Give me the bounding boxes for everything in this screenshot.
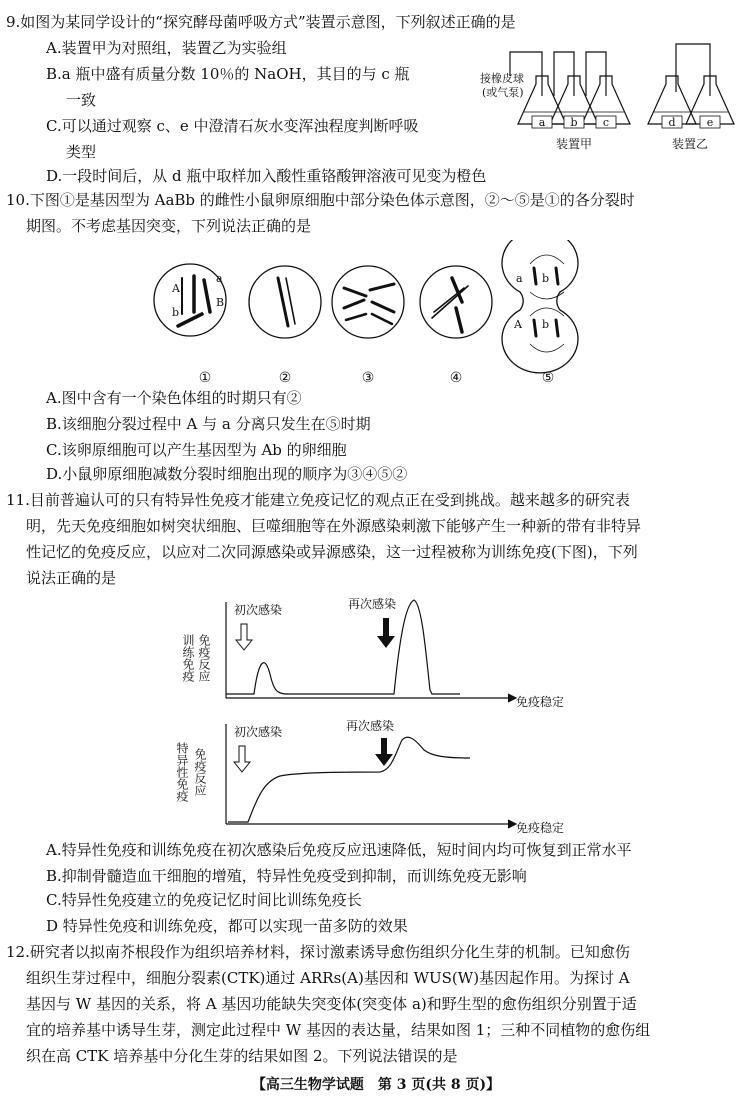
q9-option-a: A.装置甲为对照组，装置乙为实验组 [46,39,287,57]
trained-immunity-chart [170,594,590,714]
chart2-first-infection: 初次感染 [234,725,283,739]
q9-option-c-cont: 类型 [66,143,97,161]
q11-stem-3: 性记忆的免疫反应，以应对二次同源感染或异源感染，这一过程被称为训练免疫(下图)，下列 [26,543,638,561]
q11-option-b: B.抑制骨髓造血干细胞的增殖，特异性免疫受到抑制，而训练免疫无影响 [46,867,527,885]
q9-option-b: B.a 瓶中盛有质量分数 10％的 NaOH，其目的与 c 瓶 [46,65,410,83]
first-infection-arrow [236,624,252,650]
q11-option-a: A.特异性免疫和训练免疫在初次感染后免疫反应迅速降低，短时间内均可恢复到正常水平 [46,841,632,859]
q10-option-b: B.该细胞分裂过程中 A 与 a 分离只发生在⑤时期 [46,415,371,433]
q9-option-b-cont: 一致 [66,91,97,109]
bottle-d-label: d [668,116,676,129]
bottle-e-label: e [706,116,714,129]
cell-division-figure [150,240,600,388]
chart1-first-infection: 初次感染 [234,603,283,617]
chart1-ylabel-1: 训练免疫 [181,634,195,682]
q11-stem: 11.目前普遍认可的只有特异性免疫才能建立免疫记忆的观点正在受到挑战。越来越多的研究表 [6,491,630,509]
q11-option-c: C.特异性免疫建立的免疫记忆时间比训练免疫长 [46,891,362,909]
fig-label-2: ② [278,370,292,386]
q10-stem: 10.下图①是基因型为 AaBb 的雌性小鼠卵原细胞中部分染色体示意图，②～⑤是①的各分裂时 [6,191,635,209]
gene-b-label: b [172,306,180,319]
q11-stem-4: 说法正确的是 [26,569,117,587]
bottle-a-label: a [538,116,546,129]
q10-option-a: A.图中含有一个染色体组的时期只有② [46,389,302,407]
cell5-gene-a-label: a [516,272,523,285]
second-infection-arrow-2 [375,738,393,766]
gene-a-label: a [216,272,223,285]
q12-stem-5: 织在高 CTK 培养基中分化生芽的结果如图 2。下列说法错误的是 [26,1047,458,1065]
q12-stem-3: 基因与 W 基因的关系，将 A 基因功能缺失突变体(突变体 a)和野生型的愈伤组织分别置于适 [26,995,637,1013]
fig-label-3: ③ [361,370,375,386]
q12-stem-4: 宜的培养基中诱导生芽，测定此过程中 W 基因的表达量，结果如图 1；三种不同植物的愈伤组 [26,1021,651,1039]
chart2-ylabel-1: 特异性免疫 [175,742,189,802]
chart2-ylabel-2: 免疫反应 [193,748,207,796]
first-infection-arrow-2 [234,746,250,772]
yeast-respiration-apparatus [470,36,740,156]
chart2-xlabel: 免疫稳定 [516,821,565,835]
q12-stem-1: 12.研究者以拟南芥根段作为组织培养材料，探讨激素诱导愈伤组织分化生芽的机制。已知愈伤 [6,943,630,961]
device-jia-label: 装置甲 [555,137,593,151]
q10-option-d: D.小鼠卵原细胞减数分裂时细胞出现的顺序为③④⑤② [46,465,408,483]
fig-label-5: ⑤ [541,370,555,386]
gene-B-label: B [216,296,225,309]
page-footer: 【高三生物学试题 第 3 页(共 8 页)】 [251,1077,501,1093]
bottle-b-label: b [570,116,578,129]
q11-stem-2: 明，先天免疫细胞如树突状细胞、巨噬细胞等在外源感染刺激下能够产生一种新的带有非特异 [26,517,642,535]
chart2-second-infection: 再次感染 [346,719,395,733]
gene-A-label: A [172,282,180,295]
q11-option-d: D 特异性免疫和训练免疫，都可以实现一苗多防的效果 [46,917,408,935]
q9-option-d: D.一段时间后，从 d 瓶中取样加入酸性重铬酸钾溶液可见变为橙色 [46,167,487,185]
q10-option-c: C.该卵原细胞可以产生基因型为 Ab 的卵细胞 [46,441,347,459]
pump-label-1: 接橡皮球 [480,72,524,85]
bottle-c-label: c [602,116,610,129]
chart1-xlabel: 免疫稳定 [516,695,565,709]
q12-stem-2: 组织生芽过程中，细胞分裂素(CTK)通过 ARRs(A)基因和 WUS(W)基因起作用。为探讨 A [26,969,630,987]
pump-label-2: (或气泵) [482,86,524,99]
chart1-ylabel-2: 免疫反应 [197,634,211,682]
cell5-gene-A-label: A [514,318,522,331]
chart1-second-infection: 再次感染 [348,597,397,611]
cell5-gene-b-label: b [542,272,550,285]
device-yi-label: 装置乙 [671,137,709,151]
cell-2 [249,266,321,338]
cell5-gene-b2-label: b [542,318,550,331]
q9-option-c: C.可以通过观察 c、e 中澄清石灰水变浑浊程度判断呼吸 [46,117,419,135]
cell-5 [502,240,578,373]
fig-label-4: ④ [449,370,463,386]
q10-stem-cont: 期图。不考虑基因突变，下列说法正确的是 [26,217,312,235]
q9-stem: 9.如图为某同学设计的“探究酵母菌呼吸方式”装置示意图，下列叙述正确的是 [6,13,516,31]
specific-immunity-chart [170,716,590,836]
cell-4 [420,266,492,338]
second-infection-arrow [377,618,395,648]
fig-label-1: ① [198,370,212,386]
cell-3 [332,266,404,338]
